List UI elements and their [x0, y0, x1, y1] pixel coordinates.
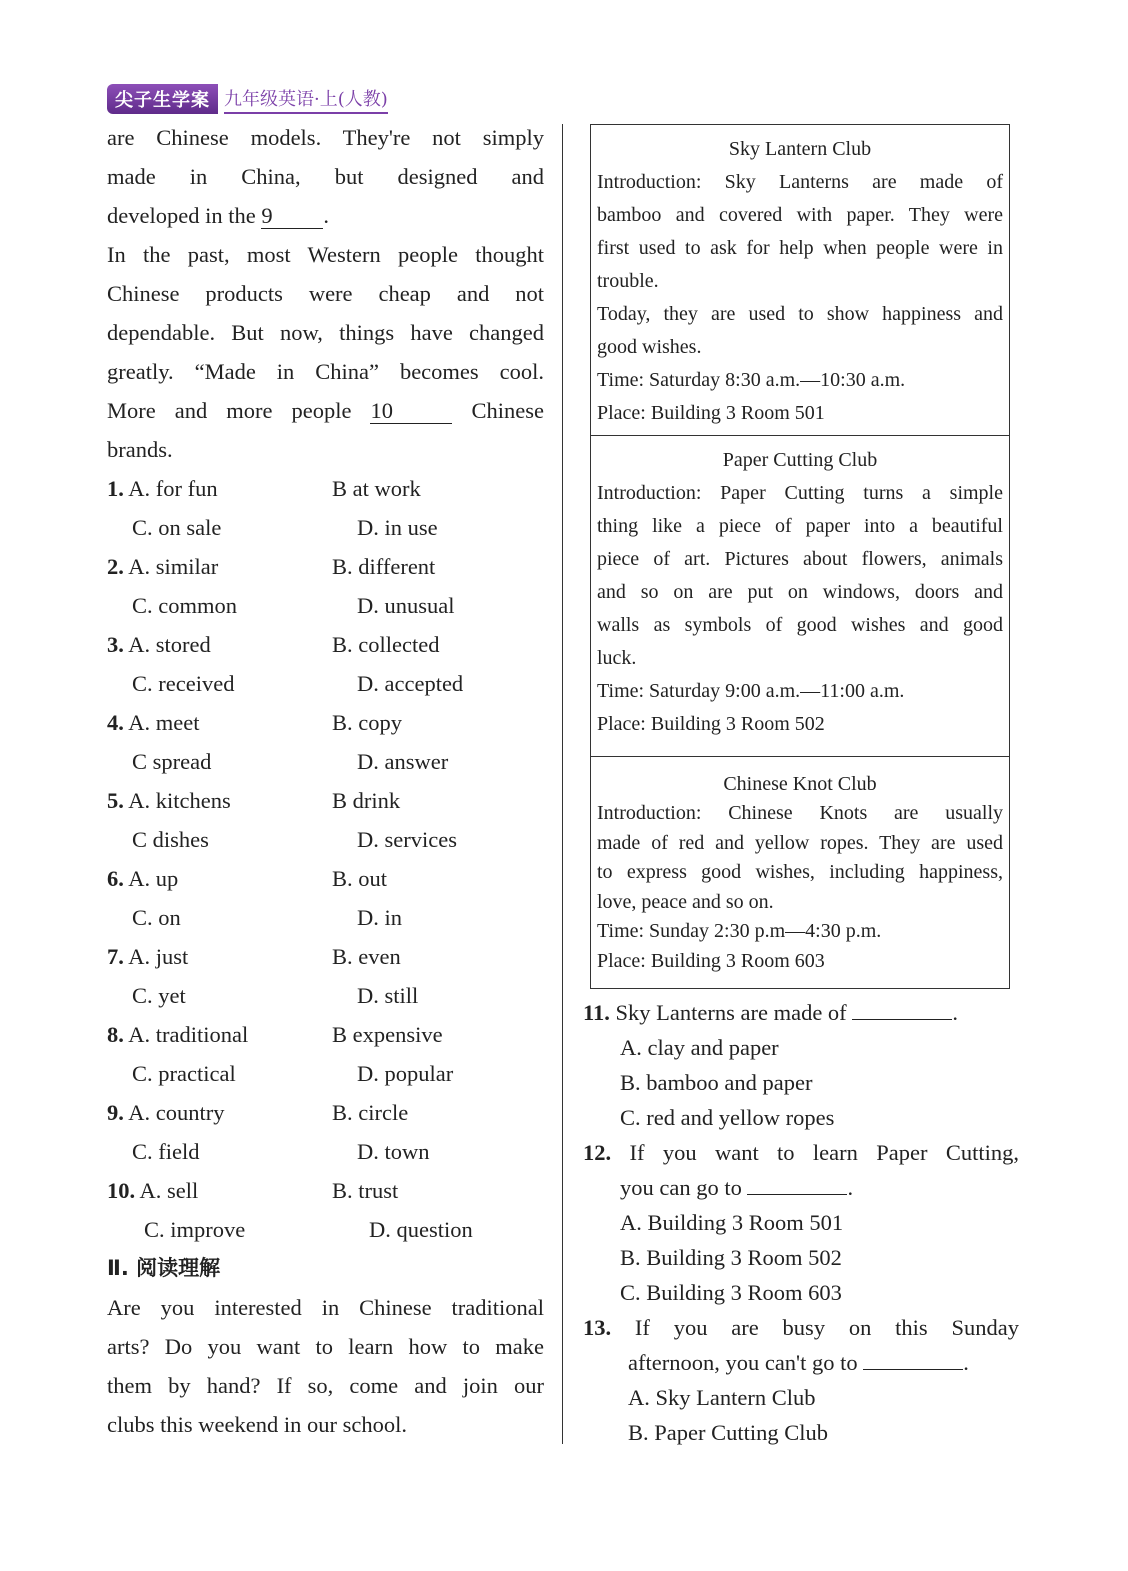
paper-cutting-box: Paper Cutting Club Introduction: Paper Cutting turns a simple thing like a piece of paper into a beautiful piece of art. Pictures about flowers, animals and so on are put on windows, doors and walls as symbols of good wishes and good luck. Time: Saturday 9:00 a.m.—11:00 a.m. Place: Building 3 Room 502: [590, 435, 1010, 756]
question-12: 12. If you want to learn Paper Cutting,: [583, 1140, 1019, 1165]
option-b[interactable]: B. different: [332, 554, 436, 579]
answer-blank[interactable]: [747, 1174, 847, 1195]
option-a[interactable]: A. similar: [123, 554, 219, 579]
club-place: Place: Building 3 Room 501: [597, 402, 825, 424]
book-subtitle: 九年级英语·上(人教): [224, 85, 388, 114]
option-d[interactable]: D. unusual: [357, 593, 455, 618]
sky-lantern-box: Sky Lantern Club Introduction: Sky Lanterns are made of bamboo and covered with paper. They were first used to ask for help when people were in trouble. Today, they are used to show happiness and good wishes. Time: Saturday 8:30 a.m.—10:30 a.m. Place: Building 3 Room 501: [590, 124, 1010, 435]
section-heading: Ⅱ. 阅读理解: [107, 1256, 221, 1280]
passage-line: More and more people 10 Chinese: [107, 398, 544, 423]
choice-c[interactable]: C. red and yellow ropes: [620, 1105, 835, 1130]
passage-line: dependable. But now, things have changed: [107, 320, 544, 345]
option-c[interactable]: C. on: [132, 905, 181, 930]
club-place: Place: Building 3 Room 603: [597, 949, 825, 972]
option-d[interactable]: D. question: [369, 1217, 473, 1242]
answer-blank[interactable]: [863, 1349, 963, 1370]
option-b[interactable]: B. trust: [332, 1178, 399, 1203]
blank-9[interactable]: 9: [261, 204, 323, 229]
option-c[interactable]: C spread: [132, 749, 212, 774]
passage-line: are Chinese models. They're not simply: [107, 125, 544, 150]
reading-intro-line: clubs this weekend in our school.: [107, 1412, 407, 1437]
passage-line: brands.: [107, 437, 173, 462]
choice-a[interactable]: A. clay and paper: [620, 1035, 779, 1060]
option-c[interactable]: C dishes: [132, 827, 209, 852]
option-b[interactable]: B. out: [332, 866, 388, 891]
passage-line: greatly. “Made in China” becomes cool.: [107, 359, 544, 384]
option-a[interactable]: A. for fun: [123, 476, 218, 501]
option-a[interactable]: A. stored: [123, 632, 211, 657]
option-d[interactable]: D. accepted: [357, 671, 464, 696]
option-b[interactable]: B expensive: [332, 1022, 443, 1047]
option-d[interactable]: D. answer: [357, 749, 449, 774]
reading-intro-line: Are you interested in Chinese traditional: [107, 1295, 544, 1320]
passage-line: In the past, most Western people thought: [107, 242, 544, 267]
club-time: Time: Sunday 2:30 p.m—4:30 p.m.: [597, 920, 882, 942]
option-d[interactable]: D. town: [357, 1139, 430, 1164]
brand-logo: 尖子生学案: [107, 84, 218, 114]
blank-10[interactable]: 10: [370, 399, 452, 424]
option-a[interactable]: A. sell: [135, 1178, 199, 1203]
option-b[interactable]: B drink: [332, 788, 401, 813]
column-divider: [562, 124, 563, 1444]
page-header: [107, 84, 388, 114]
option-a[interactable]: A. country: [123, 1100, 225, 1125]
chinese-knot-box: Chinese Knot Club Introduction: Chinese Knots are usually made of red and yellow ropes. They are used to express good wishes, including happiness, love, peace and so on. Time: Sunday 2:30 p.m—4:30 p.m. Place: Building 3 Room 603: [590, 756, 1010, 989]
option-d[interactable]: D. in: [357, 905, 402, 930]
option-b[interactable]: B at work: [332, 476, 421, 501]
option-c[interactable]: C. on sale: [132, 515, 222, 540]
choice-a[interactable]: A. Building 3 Room 501: [620, 1210, 844, 1235]
club-title: Sky Lantern Club: [728, 138, 872, 160]
choice-a[interactable]: A. Sky Lantern Club: [628, 1385, 816, 1410]
option-c[interactable]: C. field: [132, 1139, 200, 1164]
option-a[interactable]: A. kitchens: [123, 788, 231, 813]
choice-b[interactable]: B. Paper Cutting Club: [628, 1420, 829, 1445]
club-time: Time: Saturday 8:30 a.m.—10:30 a.m.: [597, 369, 906, 391]
left-column: [107, 118, 544, 1444]
option-b[interactable]: B. collected: [332, 632, 440, 657]
reading-intro-line: them by hand? If so, come and join our: [107, 1373, 544, 1398]
option-a[interactable]: A. just: [123, 944, 189, 969]
option-a[interactable]: A. traditional: [123, 1022, 249, 1047]
club-place: Place: Building 3 Room 502: [597, 713, 825, 735]
option-c[interactable]: C. improve: [144, 1217, 246, 1242]
choice-b[interactable]: B. bamboo and paper: [620, 1070, 813, 1095]
passage-line: made in China, but designed and: [107, 164, 544, 189]
option-b[interactable]: B. even: [332, 944, 401, 969]
choice-b[interactable]: B. Building 3 Room 502: [620, 1245, 842, 1270]
option-c[interactable]: C. received: [132, 671, 235, 696]
option-b[interactable]: B. circle: [332, 1100, 409, 1125]
passage-line: developed in the 9 .: [107, 203, 329, 228]
passage-line: Chinese products were cheap and not: [107, 281, 544, 306]
option-d[interactable]: D. services: [357, 827, 457, 852]
option-c[interactable]: C. yet: [132, 983, 186, 1008]
answer-blank[interactable]: [852, 999, 952, 1020]
option-c[interactable]: C. common: [132, 593, 237, 618]
reading-questions: 11. Sky Lanterns are made of . A. clay and paper B. bamboo and paper C. red and yellow ropes 12. If you want to learn Paper Cutting, you can go to . A. Building 3 Room 501 B. Building 3 Room 502 C. Building 3 Room 603 13. If you are busy on this Sunday afternoon, you can't go to . A. Sky Lantern Club B. Paper Cutting Club: [583, 995, 1019, 1450]
option-c[interactable]: C. practical: [132, 1061, 236, 1086]
club-title: Paper Cutting Club: [722, 449, 878, 471]
option-b[interactable]: B. copy: [332, 710, 402, 735]
option-a[interactable]: A. up: [123, 866, 179, 891]
choice-c[interactable]: C. Building 3 Room 603: [620, 1280, 842, 1305]
option-d[interactable]: D. still: [357, 983, 419, 1008]
question-11: 11. Sky Lanterns are made of .: [583, 1000, 958, 1025]
question-13: 13. If you are busy on this Sunday: [583, 1315, 1019, 1340]
options-list: 1. A. for fun B at work C. on sale D. in use 2. A. similar B. different C. common D. unusual 3. A. stored B. collected C. received D. accepted 4. A. meet B. copy C spread D. answer 5. A. kitchens B drink C dishes D. services 6. A. up B. out C. on D. in 7. A. just B. even C. yet D. still 8. A. traditional B expensive C. practical D. popular 9. A. country B. circle C. field D. town 10. A. sell B. trust C. improve D. question: [107, 469, 544, 1249]
club-title: Chinese Knot Club: [723, 773, 877, 795]
club-time: Time: Saturday 9:00 a.m.—11:00 a.m.: [597, 680, 905, 702]
option-d[interactable]: D. in use: [357, 515, 438, 540]
reading-intro-line: arts? Do you want to learn how to make: [107, 1334, 544, 1359]
option-d[interactable]: D. popular: [357, 1061, 454, 1086]
option-a[interactable]: A. meet: [123, 710, 200, 735]
